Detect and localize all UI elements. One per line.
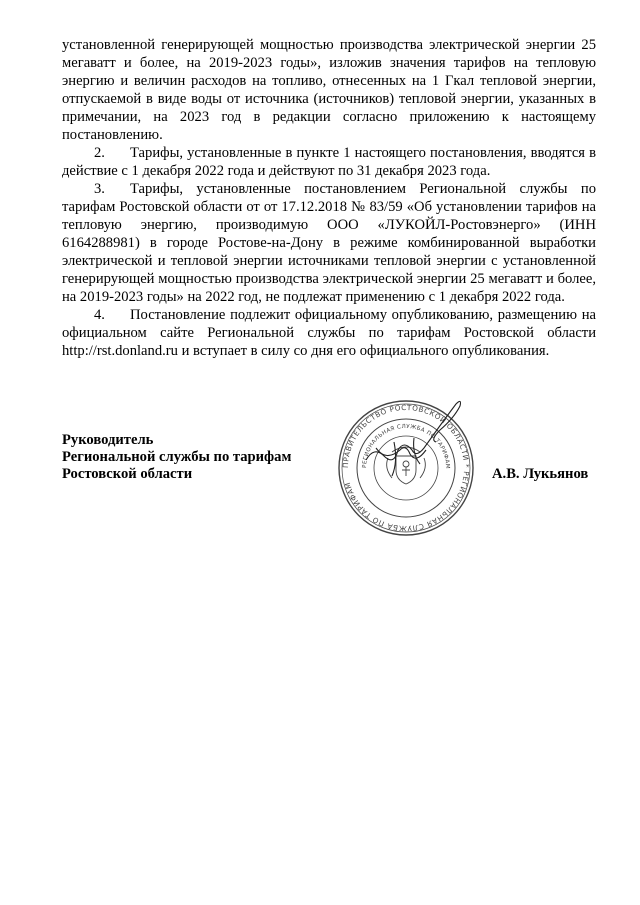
seal-inner-text: РЕГИОНАЛЬНАЯ СЛУЖБА ПО ТАРИФАМ	[361, 423, 451, 470]
seal-outer-text: ПРАВИТЕЛЬСТВО РОСТОВСКОЙ ОБЛАСТИ * РЕГИОНАЛЬНАЯ СЛУЖБА ПО ТАРИФАМ	[340, 402, 472, 534]
position-line: Ростовской области	[62, 466, 193, 482]
body-text	[62, 36, 596, 360]
continuation-paragraph: установленной генерирующей мощностью производства электрической энергии 25 мегаватт и более, на 2019-2023 годы», изложив значения тарифов на тепловую энергию и величин расходов на топливо, отнесенных на 1 Гкал тепловой энергии, отпускаемой в виде воды от источника (источников) тепловой энергии, указанных в примечании, на 2023 год в редакции согласно приложению к настоящему постановлению.	[62, 37, 596, 143]
item-text: Тарифы, установленные постановлением Региональной службы по тарифам Ростовской области от от 17.12.2018 № 83/59 «Об установлении тарифов на тепловую энергию, производимую ООО «ЛУКОЙЛ-Ростовэнерго» (ИНН 6164288981) в городе Ростове-на-Дону в режиме комбинированной выработки электрической и тепловой энергии источниками тепловой энергии с установленной генерирующей мощностью производства электрической энергии 25 мегаватт и более, на 2019-2023 годы» на 2022 год, не подлежат применению с 1 декабря 2022 года.	[62, 181, 596, 305]
item-2-paragraph	[62, 144, 596, 180]
item-text: Тарифы, установленные в пункте 1 настоящего постановления, вводятся в действие с 1 декабря 2022 года и действуют по 31 декабря 2023 года.	[62, 145, 596, 179]
signatory-name: А.В. Лукьянов	[492, 466, 589, 482]
official-seal-with-signature	[336, 398, 476, 538]
item-number: 4.	[94, 307, 105, 323]
item-number: 3.	[94, 181, 105, 197]
item-number: 2.	[94, 145, 105, 161]
signatory-position	[62, 432, 322, 483]
item-4-paragraph	[62, 306, 596, 360]
item-3-paragraph	[62, 180, 596, 306]
position-line: Руководитель	[62, 432, 154, 448]
item-text: Постановление подлежит официальному опубликованию, размещению на официальном сайте Региональной службы по тарифам Ростовской области http://rst.donland.ru и вступает в силу со дня его официального опубликования.	[62, 307, 596, 359]
position-line: Региональной службы по тарифам	[62, 449, 292, 465]
